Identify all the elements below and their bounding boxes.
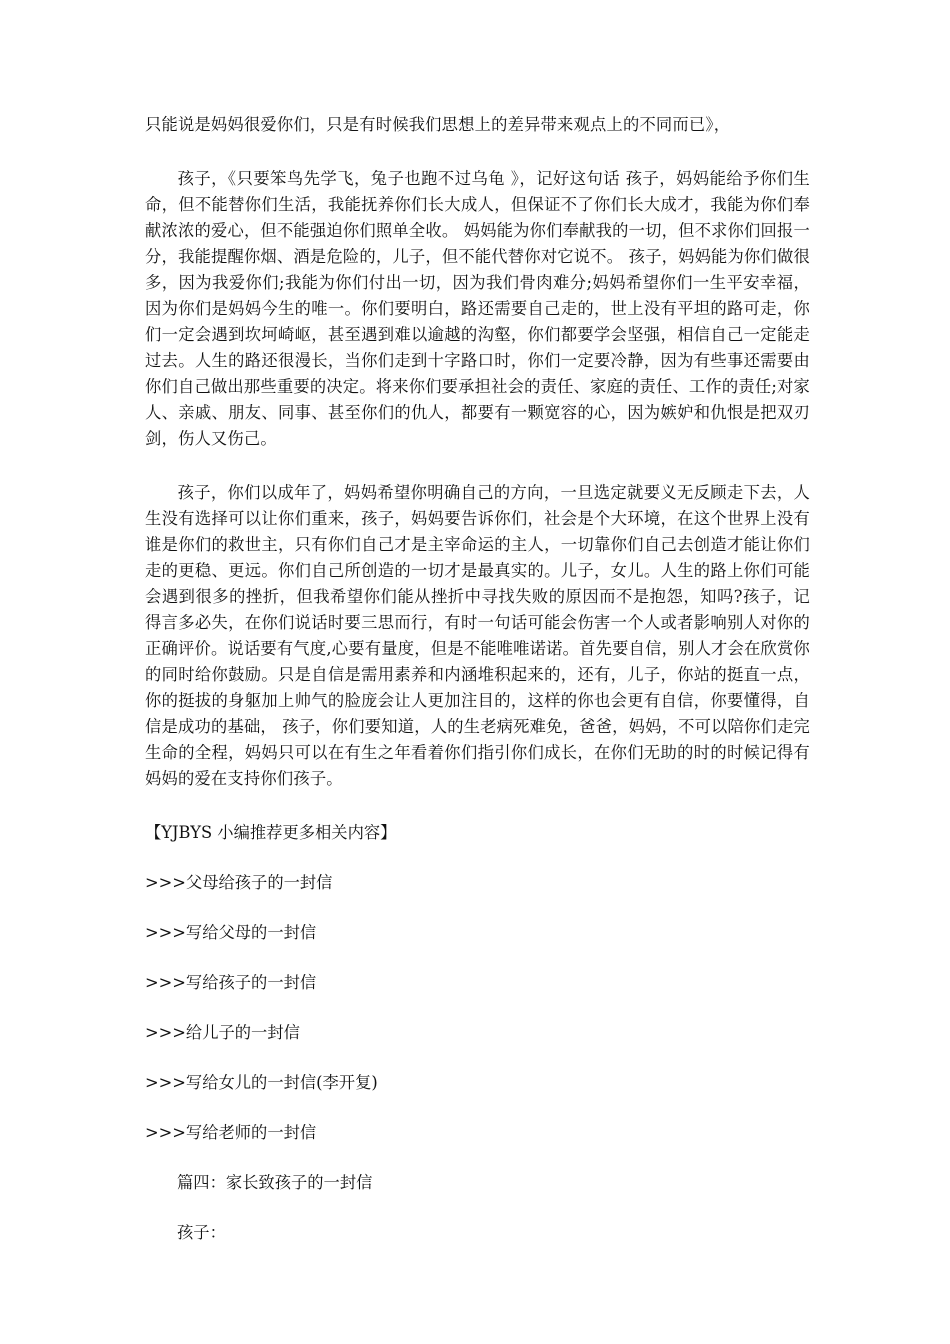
related-link-4[interactable]: >>>给儿子的一封信: [145, 1023, 300, 1042]
document-page: [145, 112, 810, 1246]
salutation: 孩子：: [177, 1223, 226, 1242]
related-link-6[interactable]: >>>写给老师的一封信: [145, 1123, 317, 1142]
section-title: 篇四：家长致孩子的一封信: [177, 1173, 373, 1192]
paragraph-2: 孩子，《只要笨鸟先学飞，兔子也跑不过乌龟 》，记好这句话 孩子，妈妈能给予你们生命，但不能替你们生活，我能抚养你们长大成人，但保证不了你们长大成才，我能为你们奉献浓浓的爱心，但不能强迫你们照单全收。 妈妈能为你们奉献我的一切，但不求你们回报一分，我能提醒你烟、酒是危险的，儿子，但不能代替你对它说不。 孩子，妈妈能为你们做很多，因为我爱你们;我能为你们付出一切，因为我们骨肉难分;妈妈希望你们一生平安幸福，因为你们是妈妈今生的唯一。你们要明白，路还需要自己走的，世上没有平坦的路可走，你们一定会遇到坎坷崎岖，甚至遇到难以逾越的沟壑，你们都要学会坚强，相信自己一定能走过去。人生的路还很漫长，当你们走到十字路口时，你们一定要冷静，因为有些事还需要由你们自己做出那些重要的决定。将来你们要承担社会的责任、家庭的责任、工作的责任;对家人、亲戚、朋友、同事、甚至你们的仇人，都要有一颗宽容的心，因为嫉妒和仇恨是把双刃剑，伤人又伤己。: [145, 169, 810, 448]
paragraph-3: 孩子，你们以成年了，妈妈希望你明确自己的方向，一旦选定就要义无反顾走下去，人生没有选择可以让你们重来，孩子，妈妈要告诉你们，社会是个大环境，在这个世界上没有谁是你们的救世主，只有你们自己才是主宰命运的主人，一切靠你们自己去创造才能让你们走的更稳、更远。你们自己所创造的一切才是最真实的。儿子，女儿。人生的路上你们可能会遇到很多的挫折，但我希望你们能从挫折中寻找失败的原因而不是抱怨，知吗?孩子，记得言多必失，在你们说话时要三思而行，有时一句话可能会伤害一个人或者影响别人对你的正确评价。说话要有气度,心要有量度，但是不能唯唯诺诺。首先要自信，别人才会在欣赏你的同时给你鼓励。只是自信是需用素养和内涵堆积起来的，还有，儿子，你站的挺直一点，你的挺拔的身躯加上帅气的脸庞会让人更加注目的，这样的你也会更有自信，你要懂得，自信是成功的基础， 孩子，你们要知道，人的生老病死难免，爸爸，妈妈，不可以陪你们走完生命的全程，妈妈只可以在有生之年看着你们指引你们成长，在你们无助的时的时候记得有妈妈的爱在支持你们孩子。: [145, 483, 810, 788]
related-link-3[interactable]: >>>写给孩子的一封信: [145, 973, 317, 992]
related-link-1[interactable]: >>>父母给孩子的一封信: [145, 873, 333, 892]
recommend-heading: 【YJBYS 小编推荐更多相关内容】: [145, 823, 397, 842]
related-link-2[interactable]: >>>写给父母的一封信: [145, 923, 317, 942]
paragraph-1: 只能说是妈妈很爱你们，只是有时候我们思想上的差异带来观点上的不同而已》，: [145, 115, 731, 134]
related-link-5[interactable]: >>>写给女儿的一封信(李开复): [145, 1073, 378, 1092]
